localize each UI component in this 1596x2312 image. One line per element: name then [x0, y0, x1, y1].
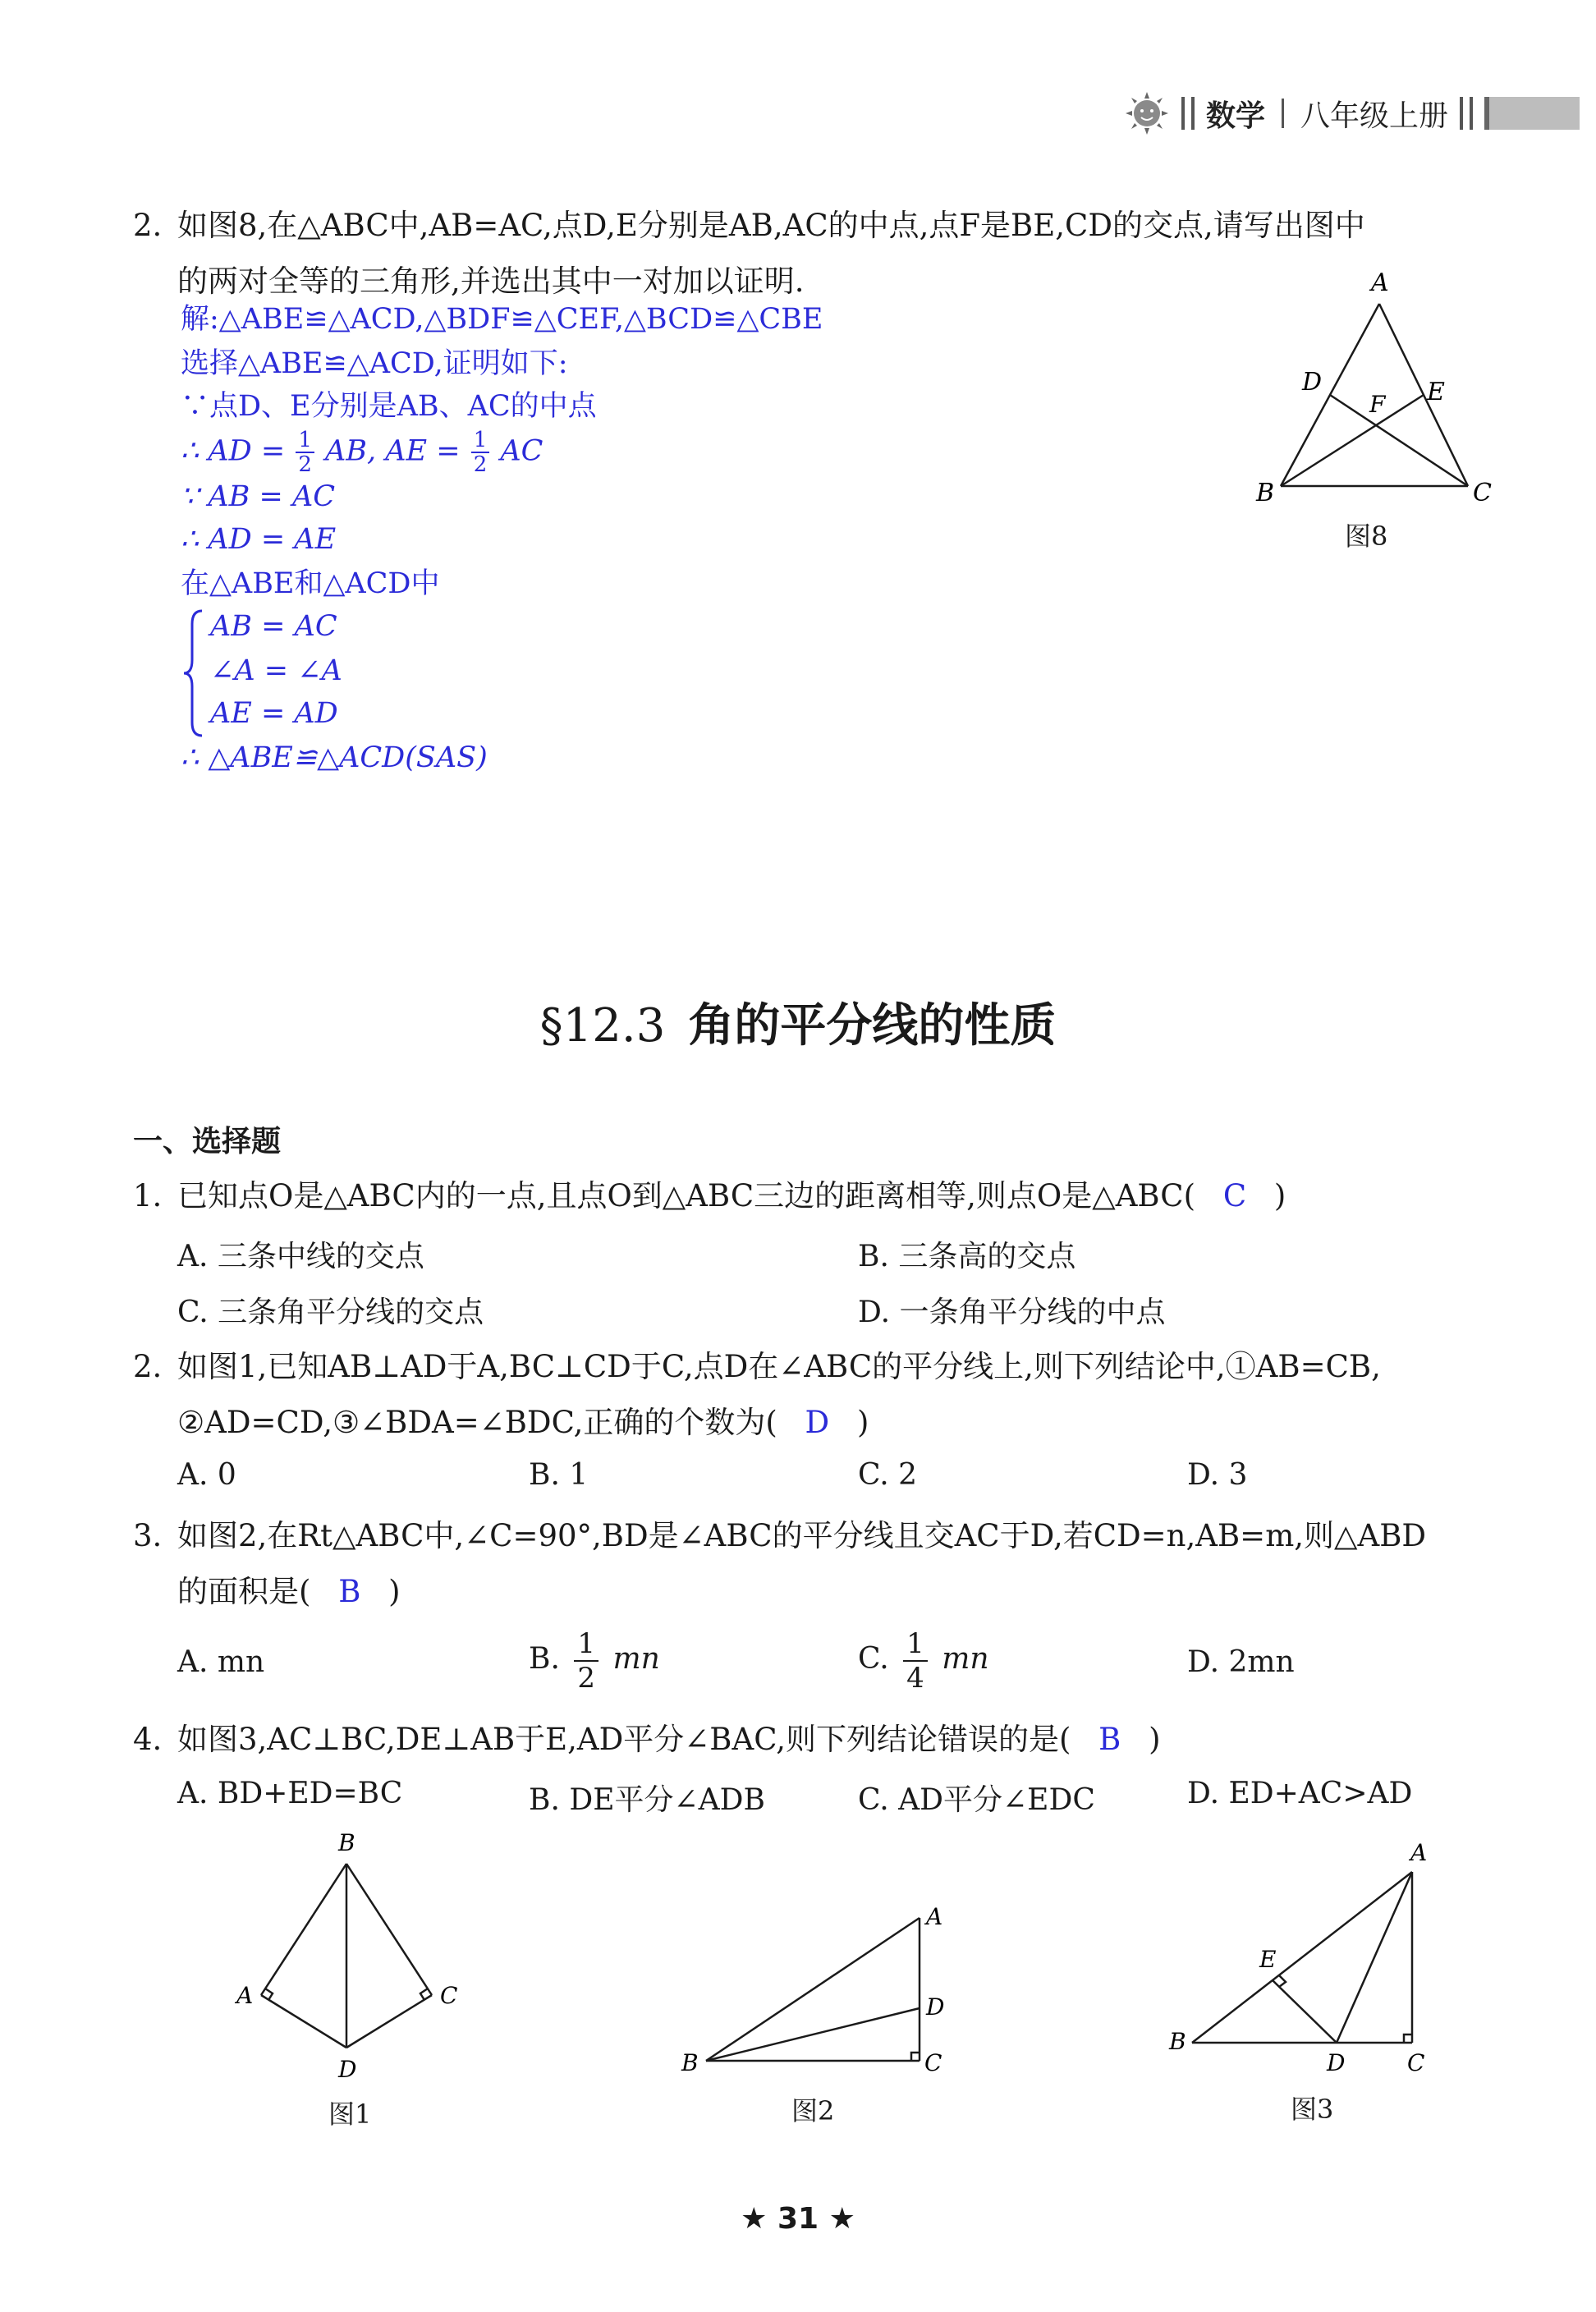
point-label: D	[1302, 368, 1323, 397]
question-number: 4.	[133, 1722, 163, 1757]
option: A. mn	[177, 1645, 265, 1679]
question-text: ②AD=CD,③∠BDA=∠BDC,正确的个数为(	[177, 1405, 777, 1440]
question-close: )	[388, 1574, 401, 1609]
option: B. DE平分∠ADB	[529, 1783, 765, 1817]
fraction-num: 1	[471, 429, 490, 453]
point-label: C	[1407, 2049, 1425, 2076]
answer-line: AB = AC	[210, 610, 337, 643]
point-label: A	[926, 1903, 943, 1930]
option: C. AD平分∠EDC	[858, 1783, 1095, 1817]
answer-line: ∴ △ABE≌△ACD(SAS)	[181, 741, 488, 774]
option: D. ED+AC>AD	[1187, 1777, 1413, 1810]
prev-question-line2: 的两对全等的三角形,并选出其中一对加以证明.	[177, 264, 805, 299]
option: C. 2	[858, 1458, 918, 1492]
question-text: 已知点O是△ABC内的一点,且点O到△ABC三边的距离相等,则点O是△ABC(	[177, 1178, 1196, 1213]
section-name: 角的平分线的性质	[688, 999, 1057, 1053]
question-text: 如图3,AC⊥BC,DE⊥AB于E,AD平分∠BAC,则下列结论错误的是(	[177, 1722, 1071, 1757]
answer-line-fractions	[181, 429, 543, 476]
question-number: 3.	[133, 1518, 163, 1553]
fraction-num: 1	[574, 1627, 598, 1662]
question-close: )	[1273, 1178, 1286, 1213]
answer-choice: D	[805, 1405, 830, 1440]
point-label: B	[1169, 2028, 1186, 2055]
option: B. 三条高的交点	[858, 1240, 1076, 1273]
answer-line: 在△ABE和△ACD中	[181, 567, 440, 600]
point-label: A	[236, 1982, 254, 2009]
prev-question-line1: 如图8,在△ABC中,AB=AC,点D,E分别是AB,AC的中点,点F是BE,CD的交点,请写出图中	[177, 208, 1365, 243]
fraction-den: 4	[906, 1662, 924, 1695]
question-stem	[177, 1716, 1161, 1764]
header-separator	[1282, 99, 1284, 128]
answer-line: 解:△ABE≌△ACD,△BDF≌△CEF,△BCD≌△CBE	[181, 303, 823, 336]
answer-line: AE = AD	[210, 697, 338, 730]
answer-text: AB, AE =	[325, 434, 461, 468]
option: A. BD+ED=BC	[177, 1777, 403, 1810]
point-label: F	[1369, 391, 1386, 418]
answer-line: ∵点D、E分别是AB、AC的中点	[181, 390, 597, 423]
option-fraction	[529, 1627, 660, 1695]
question-text: 的面积是(	[177, 1574, 311, 1609]
brace-icon	[182, 608, 207, 739]
option: D. 2mn	[1187, 1645, 1295, 1679]
option: D. 3	[1187, 1458, 1248, 1492]
figure-caption: 图1	[328, 2099, 372, 2130]
point-label: C	[1473, 479, 1492, 507]
header-subject: 数学	[1205, 99, 1265, 133]
question-stem	[177, 1568, 401, 1616]
page-number: ★ 31 ★	[741, 2202, 855, 2236]
point-label: C	[440, 1982, 458, 2009]
option-label: B.	[529, 1642, 560, 1676]
fraction	[574, 1627, 598, 1695]
fraction-den: 2	[473, 452, 488, 477]
answer-text: AC	[500, 434, 543, 468]
question-number: 2.	[133, 1349, 163, 1384]
header-grade: 八年级上册	[1300, 99, 1448, 133]
figure-3	[1158, 1839, 1453, 2085]
point-label: A	[1371, 271, 1389, 297]
option-tail: mn	[612, 1642, 660, 1676]
option-tail: mn	[942, 1642, 989, 1676]
answer-line: 选择△ABE≌△ACD,证明如下:	[181, 347, 568, 380]
option: A. 0	[177, 1458, 236, 1492]
option: D. 一条角平分线的中点	[858, 1296, 1166, 1329]
question-close: )	[1149, 1722, 1161, 1757]
answer-line: ∴ AD = AE	[181, 523, 337, 556]
fraction	[471, 429, 490, 476]
option: A. 三条中线的交点	[177, 1240, 424, 1273]
answer-text: ∴ AD =	[181, 434, 286, 468]
figure-caption: 图8	[1345, 521, 1388, 552]
fraction-num: 1	[903, 1627, 928, 1662]
header-divider	[1460, 97, 1473, 130]
question-close: )	[856, 1405, 869, 1440]
point-label: B	[338, 1831, 355, 1856]
figure-caption: 图2	[791, 2095, 835, 2126]
point-label: B	[681, 2049, 699, 2076]
header-tab	[1484, 97, 1580, 130]
point-label: E	[1259, 1946, 1277, 1973]
section-title	[0, 989, 1596, 1055]
answer-choice: B	[338, 1574, 361, 1609]
option: B. 1	[529, 1458, 589, 1492]
question-stem	[177, 1399, 869, 1447]
answer-line: ∵ AB = AC	[181, 480, 336, 513]
header-divider	[1181, 97, 1195, 130]
figure-2	[673, 1888, 969, 2085]
question-stem: 如图2,在Rt△ABC中,∠C=90°,BD是∠ABC的平分线且交AC于D,若CD=n,AB=m,则△ABD	[177, 1518, 1427, 1553]
figure-1	[222, 1831, 484, 2102]
prev-question-number: 2.	[133, 208, 163, 243]
answer-line: ∠A = ∠A	[210, 654, 342, 687]
question-stem: 如图1,已知AB⊥AD于A,BC⊥CD于C,点D在∠ABC的平分线上,则下列结论中,①AB=CB,	[177, 1349, 1381, 1384]
point-label: D	[1327, 2049, 1346, 2076]
point-label: D	[926, 1993, 945, 2021]
point-label: B	[1256, 479, 1275, 507]
point-label: A	[1410, 1839, 1428, 1866]
point-label: C	[924, 2049, 942, 2076]
point-label: E	[1427, 378, 1445, 406]
fraction	[296, 429, 314, 476]
question-stem	[177, 1172, 1286, 1220]
option-label: C.	[858, 1642, 889, 1676]
figure-caption: 图3	[1291, 2094, 1334, 2125]
answer-choice: C	[1222, 1178, 1247, 1213]
fraction	[903, 1627, 928, 1695]
figure-8	[1240, 271, 1502, 517]
section-number: §12.3	[539, 999, 666, 1053]
fraction-den: 2	[577, 1662, 595, 1695]
question-number: 1.	[133, 1178, 163, 1213]
option-fraction	[858, 1627, 989, 1695]
fraction-den: 2	[298, 452, 312, 477]
option: C. 三条角平分线的交点	[177, 1296, 484, 1329]
point-label: D	[338, 2056, 357, 2083]
part-title: 一、选择题	[133, 1125, 282, 1158]
sun-logo-icon	[1124, 90, 1170, 136]
fraction-num: 1	[296, 429, 314, 453]
page-header	[1124, 89, 1580, 138]
answer-choice: B	[1098, 1722, 1121, 1757]
